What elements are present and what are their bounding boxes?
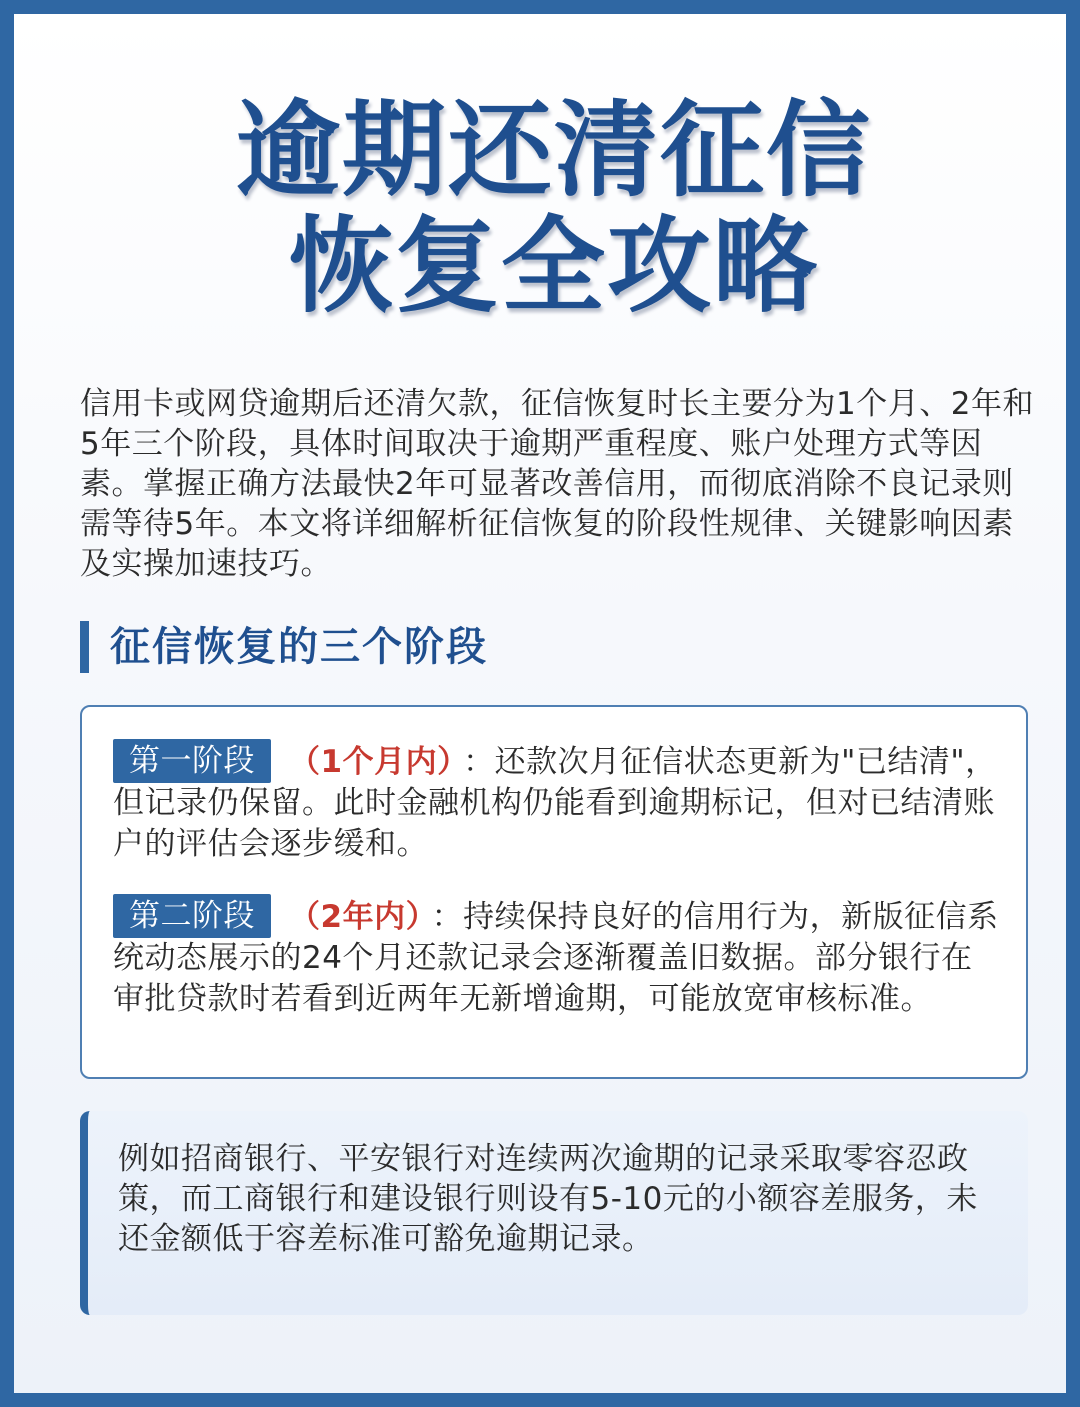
example-note-card — [80, 1111, 1028, 1315]
stage-period: （1个月内） — [289, 744, 454, 780]
stage-badge: 第一阶段 — [113, 739, 271, 783]
section-accent-bar — [80, 621, 89, 673]
intro-paragraph: 信用卡或网贷逾期后还清欠款，征信恢复时长主要分为1个月、2年和5年三个阶段，具体时间取决于逾期严重程度、账户处理方式等因素。掌握正确方法最快2年可显著改善信用，而彻底消除不良记录则需等待5年。本文将详细解析征信恢复的阶段性规律、关键影响因素及实操加速技巧。 — [80, 386, 1034, 582]
stage-item-1 — [113, 739, 999, 865]
stage-item-2 — [113, 894, 999, 1020]
stage-badge: 第二阶段 — [113, 894, 271, 938]
example-note-text: 例如招商银行、平安银行对连续两次逾期的记录采取零容忍政策，而工商银行和建设银行则设有5-10元的小额容差服务，未还金额低于容差标准可豁免逾期记录。 — [118, 1141, 978, 1257]
stage-description: ：持续保持良好的信用行为，新版征信系统动态展示的24个月还款记录会逐渐覆盖旧数据。部分银行在审批贷款时若看到近两年无新增逾期，可能放宽审核标准。 — [113, 899, 999, 1017]
page-title-line2: 恢复全攻略 — [288, 205, 819, 327]
stage-description: ：还款次月征信状态更新为"已结清"，但记录仍保留。此时金融机构仍能看到逾期标记，但对已结清账户的评估会逐步缓和。 — [113, 744, 997, 862]
page-title-line1: 逾期还清征信 — [235, 89, 872, 211]
stage-period: （2年内） — [289, 899, 422, 935]
section-title: 征信恢复的三个阶段 — [110, 624, 488, 670]
stages-card — [80, 705, 1028, 1079]
section-heading — [80, 621, 780, 673]
